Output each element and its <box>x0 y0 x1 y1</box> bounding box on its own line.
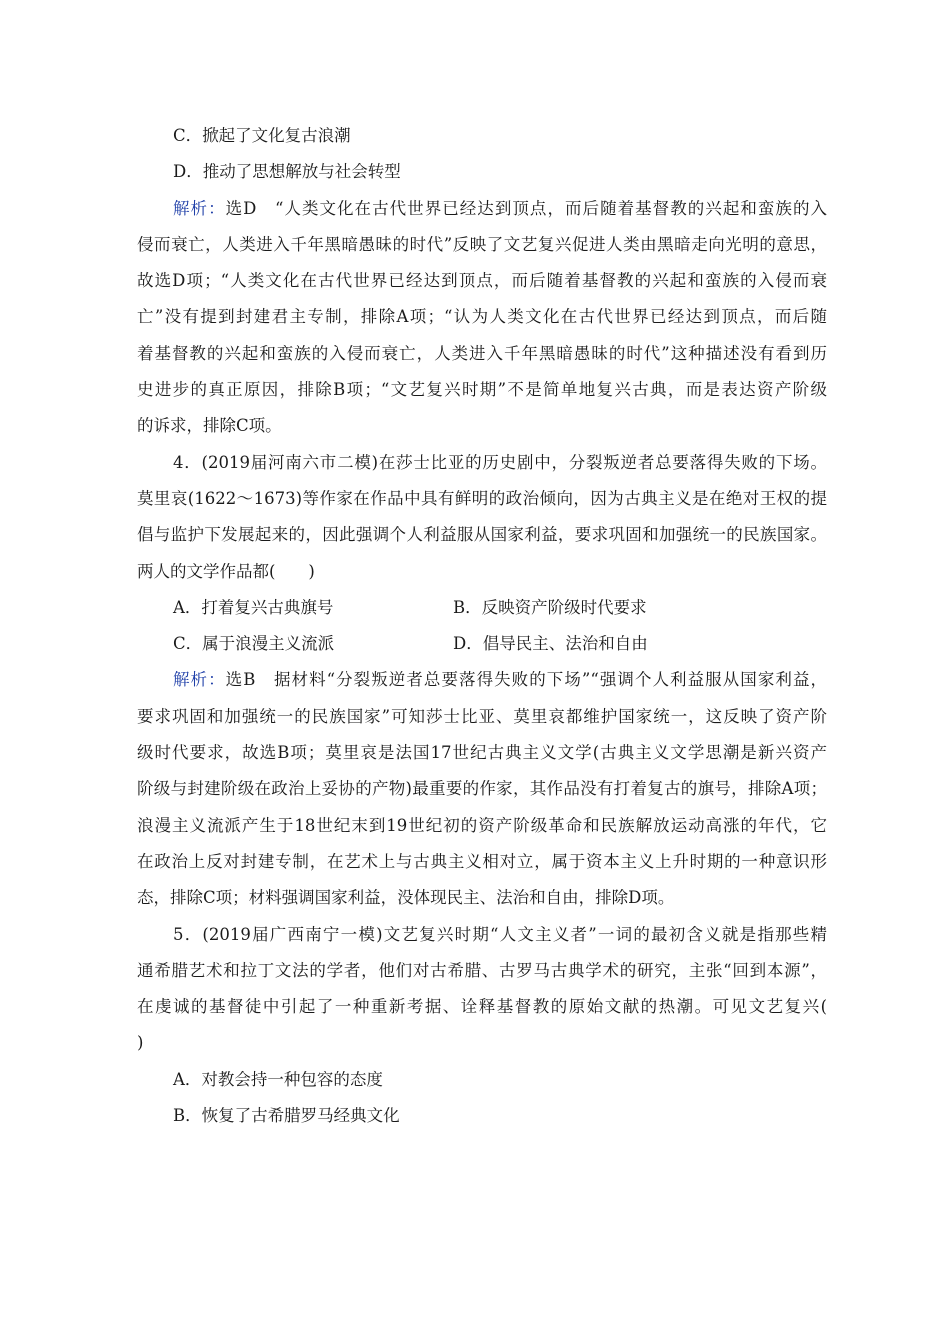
q5-stem-line-2: 通希腊艺术和拉丁文法的学者，他们对古希腊、古罗马古典学术的研究，主张“回到本源”， <box>137 960 827 980</box>
q4-stem-line-2: 莫里哀(1622～1673)等作家在作品中具有鲜明的政治倾向，因为古典主义是在绝对王权的提 <box>137 488 827 508</box>
q4-option-c: C．属于浪漫主义流派 <box>173 634 335 654</box>
q3-option-d: D．推动了思想解放与社会转型 <box>173 162 401 182</box>
q4-stem-line-1: 4．(2019届河南六市二模)在莎士比亚的历史剧中，分裂叛逆者总要落得失败的下场。 <box>173 452 827 472</box>
q4-analysis-line-1: 解析：选B 据材料“分裂叛逆者总要落得失败的下场”“强调个人利益服从国家利益， <box>173 670 827 690</box>
q5-stem-line-1: 5．(2019届广西南宁一模)文艺复兴时期“人文主义者”一词的最初含义就是指那些精 <box>173 924 827 944</box>
analysis-tag: 解析： <box>173 198 226 218</box>
q4-analysis-line-6: 在政治上反对封建专制，在艺术上与古典主义相对立，属于资本主义上升时期的一种意识形 <box>137 851 827 871</box>
q3-analysis-line-5: 着基督教的兴起和蛮族的入侵而衰亡，人类进入千年黑暗愚昧的时代”这种描述没有看到历 <box>137 343 827 363</box>
q4-options-row-1 <box>137 590 827 626</box>
document-page <box>137 118 827 1134</box>
q3-analysis-line-6: 史进步的真正原因，排除B项；“文艺复兴时期”不是简单地复兴古典，而是表达资产阶级 <box>137 380 827 400</box>
q3-analysis-line-1: 解析：选D “人类文化在古代世界已经达到顶点，而后随着基督教的兴起和蛮族的入 <box>173 198 827 218</box>
q3-analysis-line-7: 的诉求，排除C项。 <box>137 416 282 436</box>
q4-stem-line-4: 两人的文学作品都( ) <box>137 561 315 581</box>
q4-option-b: B．反映资产阶级时代要求 <box>453 597 647 617</box>
q3-option-c: C．掀起了文化复古浪潮 <box>173 126 351 145</box>
q5-stem-line-3: 在虔诚的基督徒中引起了一种重新考据、诠释基督教的原始文献的热潮。可见文艺复兴( <box>137 997 827 1017</box>
q5-option-a: A．对教会持一种包容的态度 <box>173 1069 383 1089</box>
analysis-tag: 解析： <box>173 670 226 690</box>
q4-option-a: A．打着复兴古典旗号 <box>173 597 334 617</box>
q4-option-d: D．倡导民主、法治和自由 <box>453 634 648 654</box>
q4-options-row-2 <box>137 626 827 662</box>
q3-analysis-line-4: 亡”没有提到封建君主专制，排除A项；“认为人类文化在古代世界已经达到顶点，而后随 <box>137 307 827 327</box>
q4-analysis-line-4: 阶级与封建阶级在政治上妥协的产物)最重要的作家，其作品没有打着复古的旗号，排除A项； <box>137 779 827 799</box>
q4-analysis-line-7: 态，排除C项；材料强调国家利益，没体现民主、法治和自由，排除D项。 <box>137 888 675 908</box>
q5-stem-line-4: ) <box>137 1033 144 1053</box>
q4-analysis-line-5: 浪漫主义流派产生于18世纪末到19世纪初的资产阶级革命和民族解放运动高涨的年代，它 <box>137 815 827 835</box>
q3-analysis-line-2: 侵而衰亡，人类进入千年黑暗愚昧的时代”反映了文艺复兴促进人类由黑暗走向光明的意思， <box>137 234 827 254</box>
q5-option-b: B．恢复了古希腊罗马经典文化 <box>173 1106 400 1126</box>
q3-analysis-line-3: 故选D项；“人类文化在古代世界已经达到顶点，而后随着基督教的兴起和蛮族的入侵而衰 <box>137 271 827 291</box>
q4-analysis-line-3: 级时代要求，故选B项；莫里哀是法国17世纪古典主义文学(古典主义文学思潮是新兴资产 <box>137 743 827 763</box>
q4-stem-line-3: 倡与监护下发展起来的，因此强调个人利益服从国家利益，要求巩固和加强统一的民族国家。 <box>137 525 827 545</box>
q4-analysis-line-2: 要求巩固和加强统一的民族国家”可知莎士比亚、莫里哀都维护国家统一，这反映了资产阶 <box>137 706 827 726</box>
